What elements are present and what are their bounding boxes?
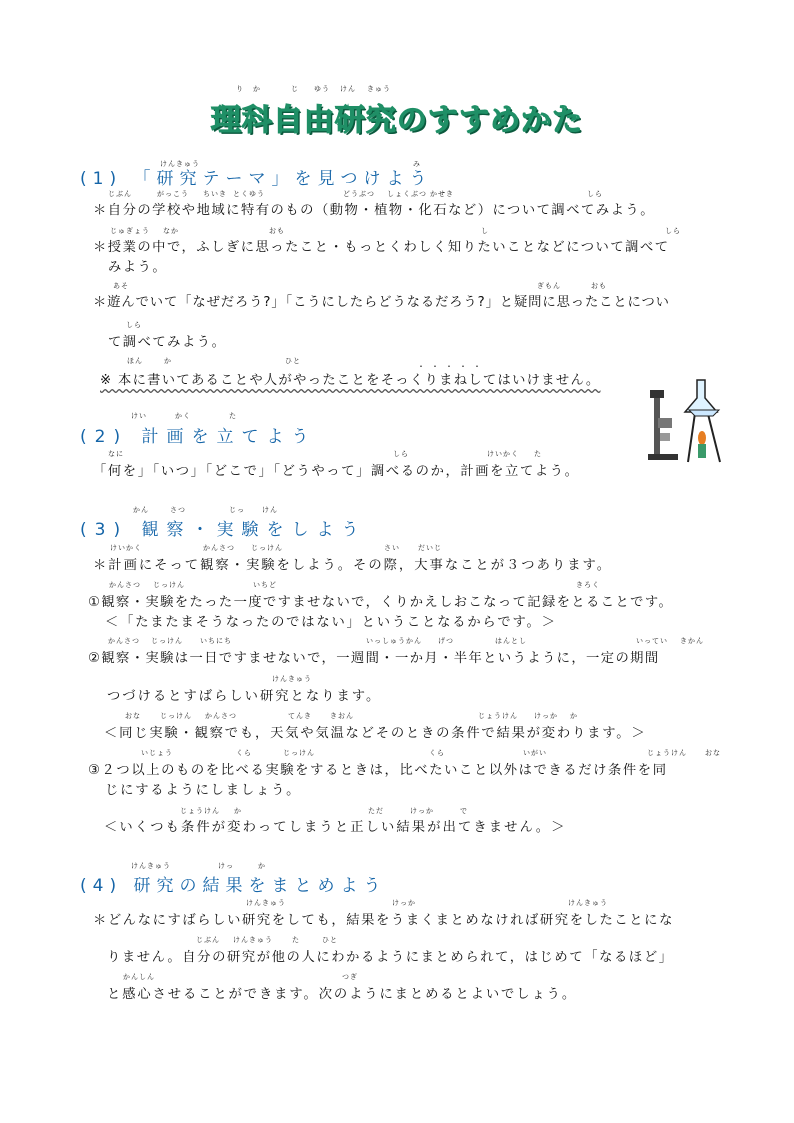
title-ruby-kyuu: きゅう xyxy=(367,85,391,93)
title-ruby-ri: り xyxy=(236,85,244,93)
s3-ruby: じっ xyxy=(229,506,245,514)
ruby: かんしん xyxy=(123,973,155,981)
s2-ruby: かく xyxy=(175,412,191,420)
body-line: ①観察・実験をたった一度ですませないで，くりかえしおこなって記録をとることです。 xyxy=(88,595,674,610)
ruby: さい xyxy=(384,544,400,552)
ruby: けっか xyxy=(392,899,416,907)
ruby: じっけん xyxy=(153,581,185,589)
ruby: だいじ xyxy=(418,544,442,552)
title-ruby-ji: じ xyxy=(291,85,299,93)
ruby: けんきゅう xyxy=(272,675,312,683)
s4-ruby: けんきゅう xyxy=(131,862,171,870)
ruby: つぎ xyxy=(342,973,358,981)
ruby: ひと xyxy=(322,936,338,944)
ruby: じっけん xyxy=(151,637,183,645)
s4-ruby: けっ xyxy=(218,862,234,870)
title-ruby-ken: けん xyxy=(340,85,356,93)
ruby: とくゆう xyxy=(233,190,265,198)
ruby: がっこう xyxy=(157,190,189,198)
section-heading-3: (3) 観察・実験をしよう xyxy=(80,520,367,540)
ruby: か xyxy=(570,712,578,720)
ruby: きおん xyxy=(330,712,354,720)
ruby: じょうけん xyxy=(647,749,687,757)
body-line: ＊自分の学校や地域に特有のもの（動物・植物・化石など）について調べてみよう。 xyxy=(93,203,656,218)
body-line: ＜いくつも条件が変わってしまうと正しい結果が出てきません。＞ xyxy=(104,820,567,835)
emphasis-dots: ・・・・・ xyxy=(417,362,487,371)
ruby: おも xyxy=(591,282,607,290)
section-heading-2: (2) 計画を立てよう xyxy=(80,427,317,447)
ruby: で xyxy=(460,807,468,815)
ruby: けいかく xyxy=(110,544,142,552)
page-title: 理科自由研究のすすめかた xyxy=(210,103,584,138)
ruby: じょうけん xyxy=(478,712,518,720)
ruby: けんきゅう xyxy=(233,936,273,944)
ruby: てんき xyxy=(288,712,312,720)
ruby: じぶん xyxy=(196,936,220,944)
ruby: しら xyxy=(126,321,142,329)
ruby: おな xyxy=(705,749,721,757)
ruby: げつ xyxy=(438,637,454,645)
ruby: けっか xyxy=(410,807,434,815)
ruby: しら xyxy=(587,190,603,198)
s2-ruby: けい xyxy=(131,412,147,420)
body-line: と感心させることができます。次のようにまとめるとよいでしょう。 xyxy=(107,987,578,1002)
body-line: ＊授業の中で，ふしぎに思ったこと・もっとくわしく知りたいことなどについて調べて xyxy=(93,240,670,255)
body-line: つづけるとすばらしい研究となります。 xyxy=(107,689,382,704)
body-line: ＊計画にそって観察・実験をしよう。その際，大事なことが３つあります。 xyxy=(93,558,613,573)
body-line: ＊どんなにすばらしい研究をしても，結果をうまくまとめなければ研究をしたことにな xyxy=(93,913,674,928)
ruby: くら xyxy=(429,749,445,757)
title-ruby-yuu: ゆう xyxy=(314,85,330,93)
ruby: しら xyxy=(665,227,681,235)
body-line: じにするようにしましょう。 xyxy=(105,783,302,798)
s3-ruby: さつ xyxy=(170,506,186,514)
ruby: なに xyxy=(108,450,124,458)
ruby: おな xyxy=(125,712,141,720)
body-line: 「何を」「いつ」「どこで」「どうやって」調べるのか，計画を立てよう。 xyxy=(93,464,580,479)
ruby: か xyxy=(164,357,172,365)
ruby: はんとし xyxy=(495,637,527,645)
s1-ruby: み xyxy=(413,160,421,168)
ruby: かせき xyxy=(430,190,454,198)
ruby: かんさつ xyxy=(203,544,235,552)
ruby: じっけん xyxy=(160,712,192,720)
ruby: しょくぶつ xyxy=(387,190,427,198)
ruby: なか xyxy=(163,227,179,235)
section-heading-1: (1) 「研究テーマ」を見つけよう xyxy=(80,169,433,189)
ruby: けっか xyxy=(534,712,558,720)
body-line: ＜「たまたまそうなったのではない」ということなるからです。＞ xyxy=(105,615,557,630)
ruby: あそ xyxy=(113,282,129,290)
ruby: し xyxy=(481,227,489,235)
ruby: かんさつ xyxy=(108,637,140,645)
ruby: ほん xyxy=(127,357,143,365)
ruby: きろく xyxy=(576,581,600,589)
ruby: ひと xyxy=(285,357,301,365)
ruby: ただ xyxy=(368,807,384,815)
ruby: じゅぎょう xyxy=(110,227,150,235)
ruby: いちど xyxy=(253,581,277,589)
caution-line: ※ 本に書いてあることや人がやったことをそっくりまねしてはいけません。 xyxy=(100,373,601,388)
s3-ruby: けん xyxy=(262,506,278,514)
ruby: じっけん xyxy=(283,749,315,757)
ruby: おも xyxy=(269,227,285,235)
ruby: た xyxy=(534,450,542,458)
ruby: くら xyxy=(236,749,252,757)
ruby: ちいき xyxy=(203,190,227,198)
ruby: ぎもん xyxy=(537,282,561,290)
body-line: ＜同じ実験・観察でも，天気や気温などそのときの条件で結果が変わります。＞ xyxy=(104,726,647,741)
ruby: けんきゅう xyxy=(568,899,608,907)
s4-ruby: か xyxy=(258,862,266,870)
ruby: じっけん xyxy=(251,544,283,552)
body-line: ＊遊んでいて「なぜだろう?」「こうにしたらどうなるだろう?」と疑問に思ったことについ xyxy=(93,295,670,310)
ruby: じぶん xyxy=(108,190,132,198)
ruby: た xyxy=(292,936,300,944)
s3-ruby: かん xyxy=(133,506,149,514)
ruby: けいかく xyxy=(487,450,519,458)
ruby: かんさつ xyxy=(205,712,237,720)
ruby: かんさつ xyxy=(109,581,141,589)
ruby: いがい xyxy=(523,749,547,757)
body-line: て調べてみよう。 xyxy=(108,335,227,350)
title-ruby-ka: か xyxy=(253,85,261,93)
ruby: しら xyxy=(393,450,409,458)
ruby: いちにち xyxy=(200,637,232,645)
body-line: りません。自分の研究が他の人にわかるようにまとめられて，はじめて「なるほど」 xyxy=(107,950,674,965)
section-heading-4: (4) 研究の結果をまとめよう xyxy=(80,876,387,896)
body-line: ②観察・実験は一日ですませないで，一週間・一か月・半年というように，一定の期間 xyxy=(88,651,660,666)
ruby: いってい xyxy=(636,637,668,645)
ruby: いっしゅうかん xyxy=(366,637,422,645)
ruby: か xyxy=(234,807,242,815)
ruby: どうぶつ xyxy=(343,190,375,198)
s1-ruby: けんきゅう xyxy=(160,160,200,168)
ruby: じょうけん xyxy=(180,807,220,815)
lab-equipment-icon xyxy=(642,378,722,463)
body-line: みよう。 xyxy=(108,260,168,275)
ruby: いじょう xyxy=(141,749,173,757)
ruby: きかん xyxy=(680,637,704,645)
body-line: ③２つ以上のものを比べる実験をするときは，比べたいこと以外はできるだけ条件を同 xyxy=(88,763,668,778)
ruby: けんきゅう xyxy=(246,899,286,907)
s2-ruby: た xyxy=(229,412,237,420)
